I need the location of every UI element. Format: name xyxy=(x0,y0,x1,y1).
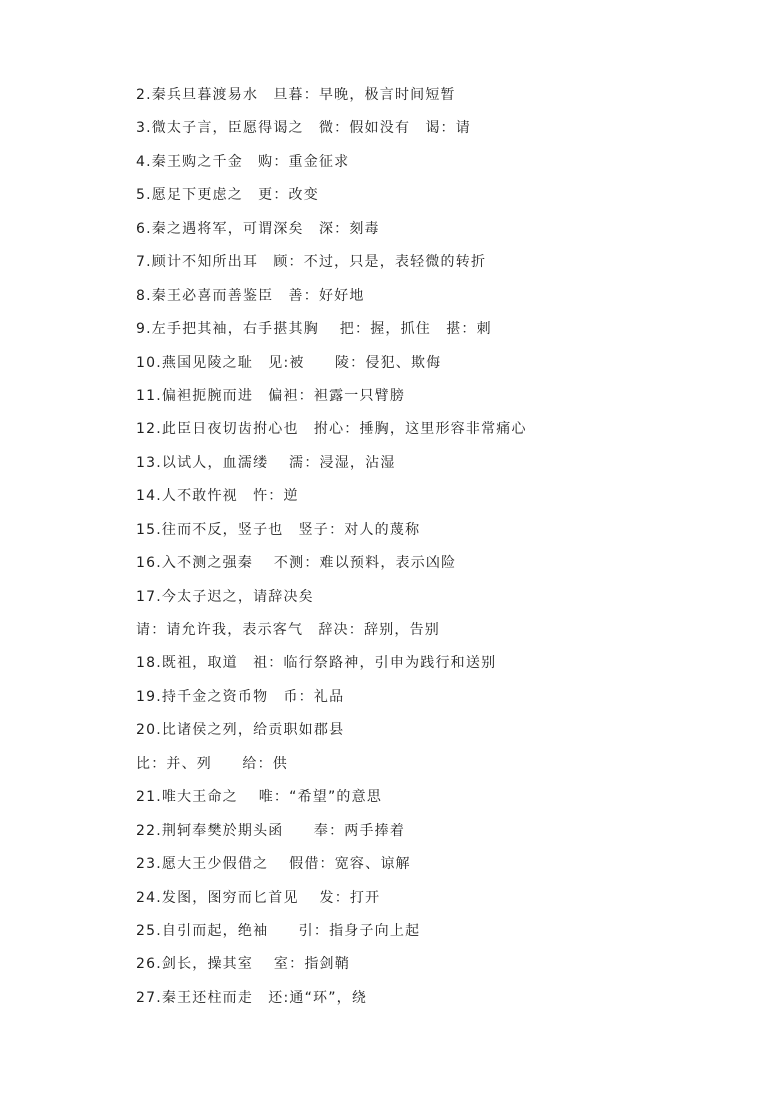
text-line: 请：请允许我，表示客气 辞决：辞别，告别 xyxy=(136,622,440,638)
text-line: 11.偏袒扼腕而进 偏袒：袒露一只臂膀 xyxy=(136,387,406,404)
text-line: 15.往而不反，竖子也 竖子：对人的蔑称 xyxy=(136,521,421,538)
text-line: 20.比诸侯之列，给贡职如郡县 xyxy=(136,722,345,739)
text-line: 12.此臣日夜切齿拊心也 拊心：捶胸，这里形容非常痛心 xyxy=(136,421,527,438)
text-line: 27.秦王还柱而走 还:通“环”，绕 xyxy=(136,989,368,1006)
text-line: 22.荆轲奉樊於期头函 奉：两手捧着 xyxy=(136,822,406,839)
text-line: 13.以试人，血濡缕 濡：浸湿，沾湿 xyxy=(136,454,396,471)
text-line: 23.愿大王少假借之 假借：宽容、谅解 xyxy=(136,856,411,873)
text-line: 19.持千金之资币物 币：礼品 xyxy=(136,688,345,705)
text-line: 24.发图，图穷而匕首见 发：打开 xyxy=(136,889,381,906)
document-body xyxy=(136,79,756,1015)
text-line: 18.既祖，取道 祖：临行祭路神，引申为践行和送别 xyxy=(136,655,497,672)
text-line: 3.微太子言，臣愿得谒之 微：假如没有 谒：请 xyxy=(136,120,471,137)
text-line: 14.人不敢忤视 忤：逆 xyxy=(136,488,299,505)
text-line: 5.愿足下更虑之 更：改变 xyxy=(136,187,319,204)
text-line: 6.秦之遇将军，可谓深矣 深：刻毒 xyxy=(136,220,380,237)
text-line: 17.今太子迟之，请辞决矣 xyxy=(136,588,314,605)
text-line: 21.唯大王命之 唯：“希望”的意思 xyxy=(136,789,383,806)
text-line: 7.顾计不知所出耳 顾：不过，只是，表轻微的转折 xyxy=(136,254,487,271)
text-line: 25.自引而起，绝袖 引：指身子向上起 xyxy=(136,922,421,939)
text-line: 4.秦王购之千金 购：重金征求 xyxy=(136,153,350,170)
text-line: 10.燕国见陵之耻 见:被 陵：侵犯、欺侮 xyxy=(136,354,442,371)
text-line: 比：并、列 给：供 xyxy=(136,755,288,772)
text-line: 2.秦兵旦暮渡易水 旦暮：早晚，极言时间短暂 xyxy=(136,87,456,103)
text-line: 9.左手把其袖，右手揕其胸 把：握，抓住 揕：刺 xyxy=(136,321,492,338)
text-line: 16.入不测之强秦 不测：难以预料，表示凶险 xyxy=(136,555,457,572)
text-line: 26.剑长，操其室 室：指剑鞘 xyxy=(136,956,350,973)
text-line: 8.秦王必喜而善鉴臣 善：好好地 xyxy=(136,287,365,304)
